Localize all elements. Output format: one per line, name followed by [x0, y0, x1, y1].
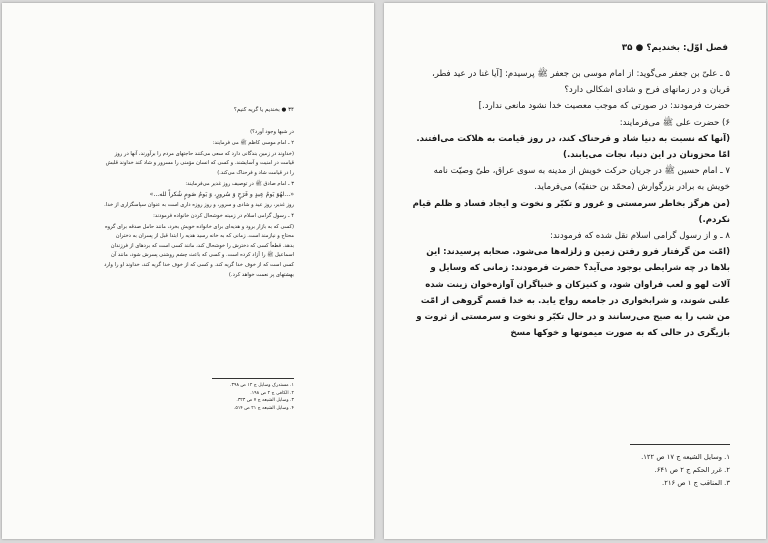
footnote-divider	[630, 444, 730, 445]
right-footnotes	[560, 451, 730, 490]
footnote: ۱. وسایل الشیعه ج ۱۷ ص ۱۲۲.	[641, 453, 730, 461]
footnote: ۱. مستدرک وسایل ج ۱۲ ص ۳۹۸.	[230, 383, 294, 388]
paragraph: (خداوند در زمین بندگانی دارد که سعی می‌کنند حاجتهای مردم را برآورند، آنها در روز قیامت در امنیت و آسایشند. و کسی که انسان مؤمنی را مسرور و شاد کند خداوند قلبش را در قیامت شاد و فرحناک می‌کند.)	[105, 150, 294, 176]
quote-paragraph: (آنها که نسبت به دنیا شاد و فرحناک کند، در روز قیامت به هلاکت می‌افتند. امّا محزونان در این دنیا، نجات می‌یابند.)	[416, 133, 730, 161]
paragraph: (کسی که به بازار برود و هدیه‌ای برای خانواده خویش بخرد، مانند حامل صدقه برای گروه محتاج و نیازمند است. زمانی که به خانه رسید هدیه را ابتدا قبل از پسران به دختران بدهد. قطعاً کسی که دخترش را خوشحال کند، مانند کسی است که بردهای از فرزندان اسماعیل ﷺ را آزاد کرده است. و کسی که باعث چشم روشنی پسرش شود، مانند آن کسی است که از خوف خدا گریه کند. و کسی که از خوف خدا گریه کند، خداوند او را وارد بهشتهای پر نعمت خواهد کرد.)	[104, 223, 294, 278]
paragraph: ۷ ـ امام حسین ﷺ در جریان حرکت خویش از مدینه به سوی عراق، طیّ وصیّت نامه خویش به برادر بزرگوارش (محمّد بن حنفیّه) می‌فرماید.	[433, 166, 730, 193]
footnote: ۲. غرر الحکم ج ۲ ص ۶۴۱.	[654, 466, 730, 474]
paragraph: ۸ ـ و از رسول گرامی اسلام نقل شده که فرمودند:	[550, 231, 730, 242]
arabic-quote: «...لهُوَ یَومُ عِیدٍ و فَرَحٍ وَ سُرورٍ، وَ یَومُ صَومٍ شُکراً لله...»	[149, 191, 294, 199]
paragraph: ۵ ـ علیّ بن جعفر می‌گوید: از امام موسی بن جعفر ﷺ پرسیدم: [آیا غنا در عید فطر، قربان و در زمانهای فرح و شادی اشکالی دارد؟	[431, 69, 730, 96]
paragraph: ۳ ـ امام صادق ﷺ در توصیف روز غدیر می‌فرمایند:	[185, 180, 294, 187]
paragraph: روز غدیر، روز عید و شادی و سرور، و روز روزه داری است به عنوان سپاسگزاری از خدا.	[104, 202, 294, 209]
right-page-header	[410, 43, 728, 54]
paragraph: در شبها وجود آورد؟)	[250, 129, 294, 135]
left-footnotes	[170, 382, 294, 412]
left-page-header: ۳۴ ● بخندیم یا گریه کنیم؟	[233, 107, 294, 113]
paragraph: ۲ ـ امام موسی کاظم ﷺ می فرمایند:	[212, 139, 294, 146]
footnote: ۴. وسایل الشیعه ج ۲۱ ص ۵۱۴.	[233, 405, 294, 411]
footnote: ۲. الکافی ج ۲ ص ۱۹۸.	[250, 390, 294, 396]
paragraph: ۴ ـ رسول گرامی اسلام در زمینه خوشحال کردن خانواده فرمودند:	[153, 212, 294, 219]
quote-paragraph: (امّت من گرفتار فرو رفتن زمین و زلزله‌ها می‌شود. صحابه پرسیدند: این بلاها در چه شرایطی بوجود می‌آید؟ حضرت فرمودند: زمانی که وسایل و آلات لهو و لعب فراوان شود، و کنیزکان و خنیاگران آوازه‌خوان زینت شده علنی شوند، و شرابخواری در جامعه رواج یابد. به خدا قسم گروهی از امّت من شب را به صبح می‌رسانند و در حال تکبّر و نخوت و سرمستی از ثروت و بازیگری در حالی که به صورت میمونها و خوکها مسخ	[416, 247, 730, 339]
paragraph: ۶) حضرت علی ﷺ می‌فرمایند:	[619, 117, 730, 128]
footnote-divider	[212, 378, 294, 379]
footnote: ۳. وسایل الشیعه ج ۷ ص ۳۲۳.	[236, 398, 294, 404]
chapter-title: فصل اوّل: بخندیم؟	[646, 43, 728, 53]
left-page-body	[104, 128, 294, 281]
page-number: ● ۳۵	[621, 43, 644, 53]
paragraph: حضرت فرمودند: در صورتی که موجب معصیت خدا نشود مانعی ندارد.]	[478, 101, 730, 112]
quote-paragraph: (من هرگز بخاطر سرمستی و غرور و تکبّر و نخوت و ایجاد فساد و ظلم قیام نکردم.)	[412, 198, 730, 225]
footnote: ۳. المناقب ج ۱ ص ۲۱۶.	[662, 479, 730, 487]
right-page-body	[412, 66, 730, 341]
